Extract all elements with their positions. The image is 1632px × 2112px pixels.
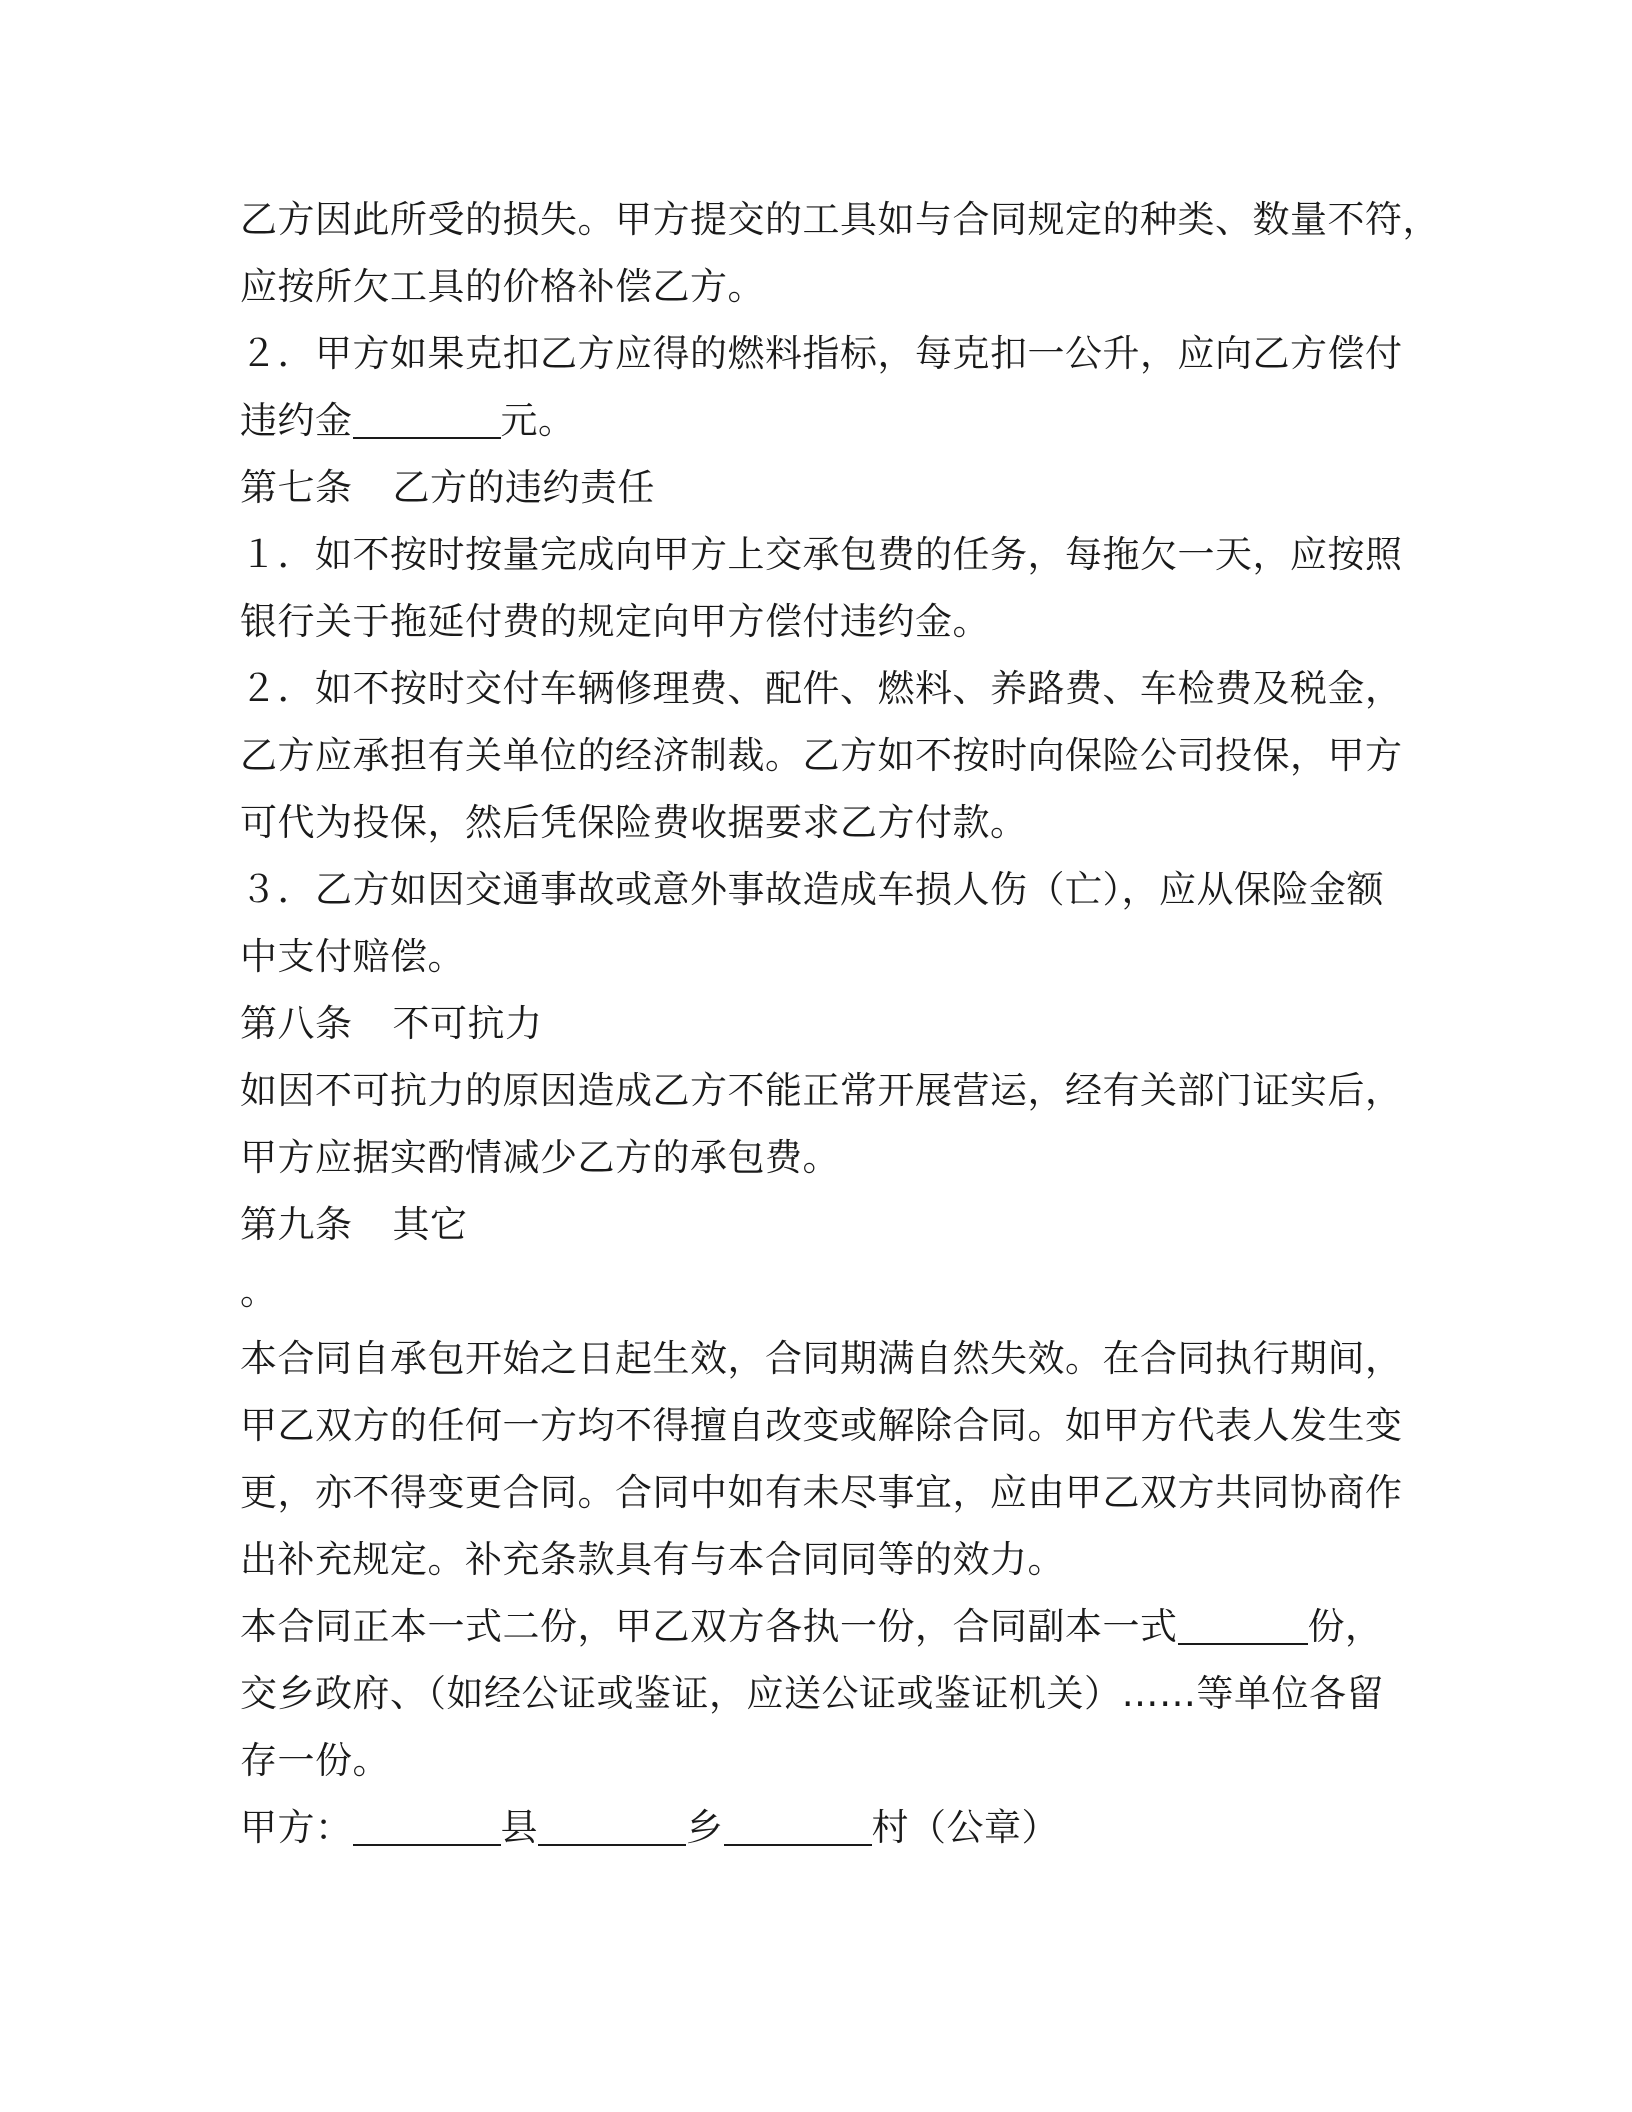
paragraph-line: ３．乙方如因交通事故或意外事故造成车损人伤（亡），应从保险金额 bbox=[240, 868, 1384, 911]
paragraph-line: 乙方应承担有关单位的经济制裁。乙方如不按时向保险公司投保，甲方 bbox=[240, 734, 1403, 777]
paragraph-line: 中支付赔偿。 bbox=[240, 935, 465, 978]
article-number: 第八条 bbox=[240, 1002, 353, 1045]
copies-line bbox=[240, 1593, 1390, 1660]
penalty-amount-blank[interactable] bbox=[353, 393, 501, 439]
paragraph-line: 本合同自承包开始之日起生效，合同期满自然失效。在合同执行期间， bbox=[240, 1337, 1403, 1380]
article-heading bbox=[240, 454, 1390, 521]
article-heading bbox=[240, 1191, 1390, 1258]
village-blank[interactable] bbox=[724, 1800, 872, 1846]
signature-line bbox=[240, 1794, 1390, 1861]
paragraph-line: ２．如不按时交付车辆修理费、配件、燃料、养路费、车检费及税金， bbox=[240, 667, 1403, 710]
copies-unit: 份， bbox=[1307, 1605, 1383, 1648]
copies-label: 本合同正本一式二份，甲乙双方各执一份，合同副本一式 bbox=[240, 1605, 1178, 1648]
paragraph-line: 更，亦不得变更合同。合同中如有未尽事宜，应由甲乙双方共同协商作 bbox=[240, 1471, 1403, 1514]
county-blank[interactable] bbox=[353, 1800, 501, 1846]
paragraph-line: 银行关于拖延付费的规定向甲方偿付违约金。 bbox=[240, 600, 990, 643]
paragraph-line: 乙方因此所受的损失。甲方提交的工具如与合同规定的种类、数量不符， bbox=[240, 198, 1440, 241]
paragraph-line: １．如不按时按量完成向甲方上交承包费的任务，每拖欠一天，应按照 bbox=[240, 533, 1403, 576]
article-title: 不可抗力 bbox=[392, 1002, 543, 1045]
copies-count-blank[interactable] bbox=[1178, 1599, 1308, 1645]
county-label: 县 bbox=[500, 1806, 538, 1849]
paragraph-line: 应按所欠工具的价格补偿乙方。 bbox=[240, 265, 765, 308]
article-heading bbox=[240, 990, 1390, 1057]
penalty-label: 违约金 bbox=[240, 399, 353, 442]
paragraph-line: 甲方应据实酌情减少乙方的承包费。 bbox=[240, 1136, 840, 1179]
article-number: 第七条 bbox=[240, 466, 353, 509]
paragraph-line: 。 bbox=[240, 1270, 278, 1313]
paragraph-line: 甲乙双方的任何一方均不得擅自改变或解除合同。如甲方代表人发生变 bbox=[240, 1404, 1403, 1447]
paragraph-line: 如因不可抗力的原因造成乙方不能正常开展营运，经有关部门证实后， bbox=[240, 1069, 1403, 1112]
paragraph-line: 存一份。 bbox=[240, 1739, 390, 1782]
paragraph-line: 出补充规定。补充条款具有与本合同同等的效力。 bbox=[240, 1538, 1065, 1581]
village-seal-label: 村（公章） bbox=[871, 1806, 1059, 1849]
paragraph-line: 可代为投保，然后凭保险费收据要求乙方付款。 bbox=[240, 801, 1028, 844]
party-a-label: 甲方： bbox=[240, 1806, 353, 1849]
penalty-amount-line bbox=[240, 387, 1390, 454]
township-label: 乡 bbox=[686, 1806, 724, 1849]
article-number: 第九条 bbox=[240, 1203, 353, 1246]
penalty-unit: 元。 bbox=[500, 399, 576, 442]
paragraph-line: ２．甲方如果克扣乙方应得的燃料指标，每克扣一公升，应向乙方偿付 bbox=[240, 332, 1403, 375]
article-title: 乙方的违约责任 bbox=[392, 466, 655, 509]
paragraph-line: 交乡政府、（如经公证或鉴证，应送公证或鉴证机关）……等单位各留 bbox=[240, 1672, 1384, 1715]
article-title: 其它 bbox=[392, 1203, 468, 1246]
township-blank[interactable] bbox=[538, 1800, 686, 1846]
contract-page bbox=[240, 186, 1440, 1861]
